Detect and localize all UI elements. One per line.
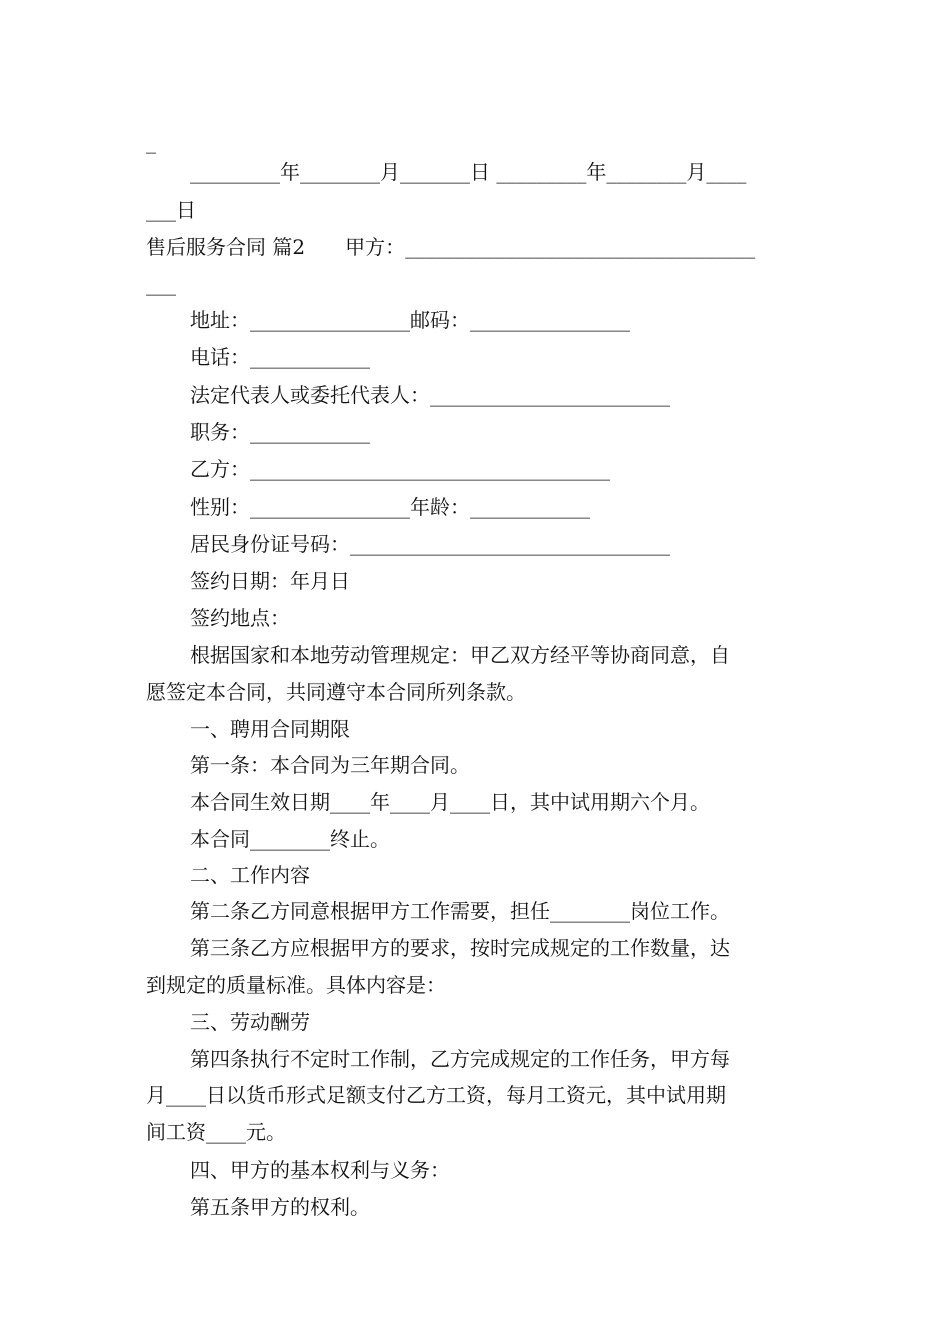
text-line: 第一条：本合同为三年期合同。 — [190, 753, 470, 777]
text-line: 售后服务合同 篇2 甲方：___________________________________ — [146, 235, 756, 259]
text-line: ___日 — [146, 198, 196, 222]
text-line: _ — [146, 130, 156, 154]
text-line: 四、甲方的基本权利与义务： — [190, 1158, 450, 1182]
text-line: 间工资____元。 — [146, 1120, 286, 1144]
text-line: 二、工作内容 — [190, 863, 310, 887]
text-line: ___ — [146, 272, 176, 296]
text-line: 电话：____________ — [190, 345, 370, 369]
text-line: 本合同生效日期____年____月____日，其中试用期六个月。 — [190, 790, 710, 814]
text-line: 性别：________________年龄：____________ — [190, 495, 590, 519]
text-line: 法定代表人或委托代表人：________________________ — [190, 383, 670, 407]
text-line: 愿签定本合同，共同遵守本合同所列条款。 — [146, 680, 526, 704]
text-line: 三、劳动酬劳 — [190, 1010, 310, 1034]
text-line: 第四条执行不定时工作制，乙方完成规定的工作任务，甲方每 — [190, 1047, 730, 1071]
text-line: 签约日期：年月日 — [190, 569, 350, 593]
text-line: 本合同________终止。 — [190, 827, 390, 851]
text-line: 月____日以货币形式足额支付乙方工资，每月工资元，其中试用期 — [146, 1083, 726, 1107]
text-line: 职务：____________ — [190, 420, 370, 444]
text-line: 根据国家和本地劳动管理规定：甲乙双方经平等协商同意，自 — [190, 643, 730, 667]
text-line: 签约地点： — [190, 606, 290, 630]
text-line: 居民身份证号码：________________________________ — [190, 532, 670, 556]
text-line: 一、聘用合同期限 — [190, 717, 350, 741]
text-line: 第三条乙方应根据甲方的要求，按时完成规定的工作数量，达 — [190, 936, 730, 960]
text-line: 地址：________________邮码：________________ — [190, 308, 630, 332]
text-line: 到规定的质量标准。具体内容是： — [146, 973, 446, 997]
text-line: 第五条甲方的权利。 — [190, 1195, 370, 1219]
text-line: 第二条乙方同意根据甲方工作需要，担任________岗位工作。 — [190, 899, 730, 923]
text-line: 乙方：____________________________________ — [190, 457, 610, 481]
text-line: _________年________月_______日 _________年________月____ — [190, 160, 747, 184]
